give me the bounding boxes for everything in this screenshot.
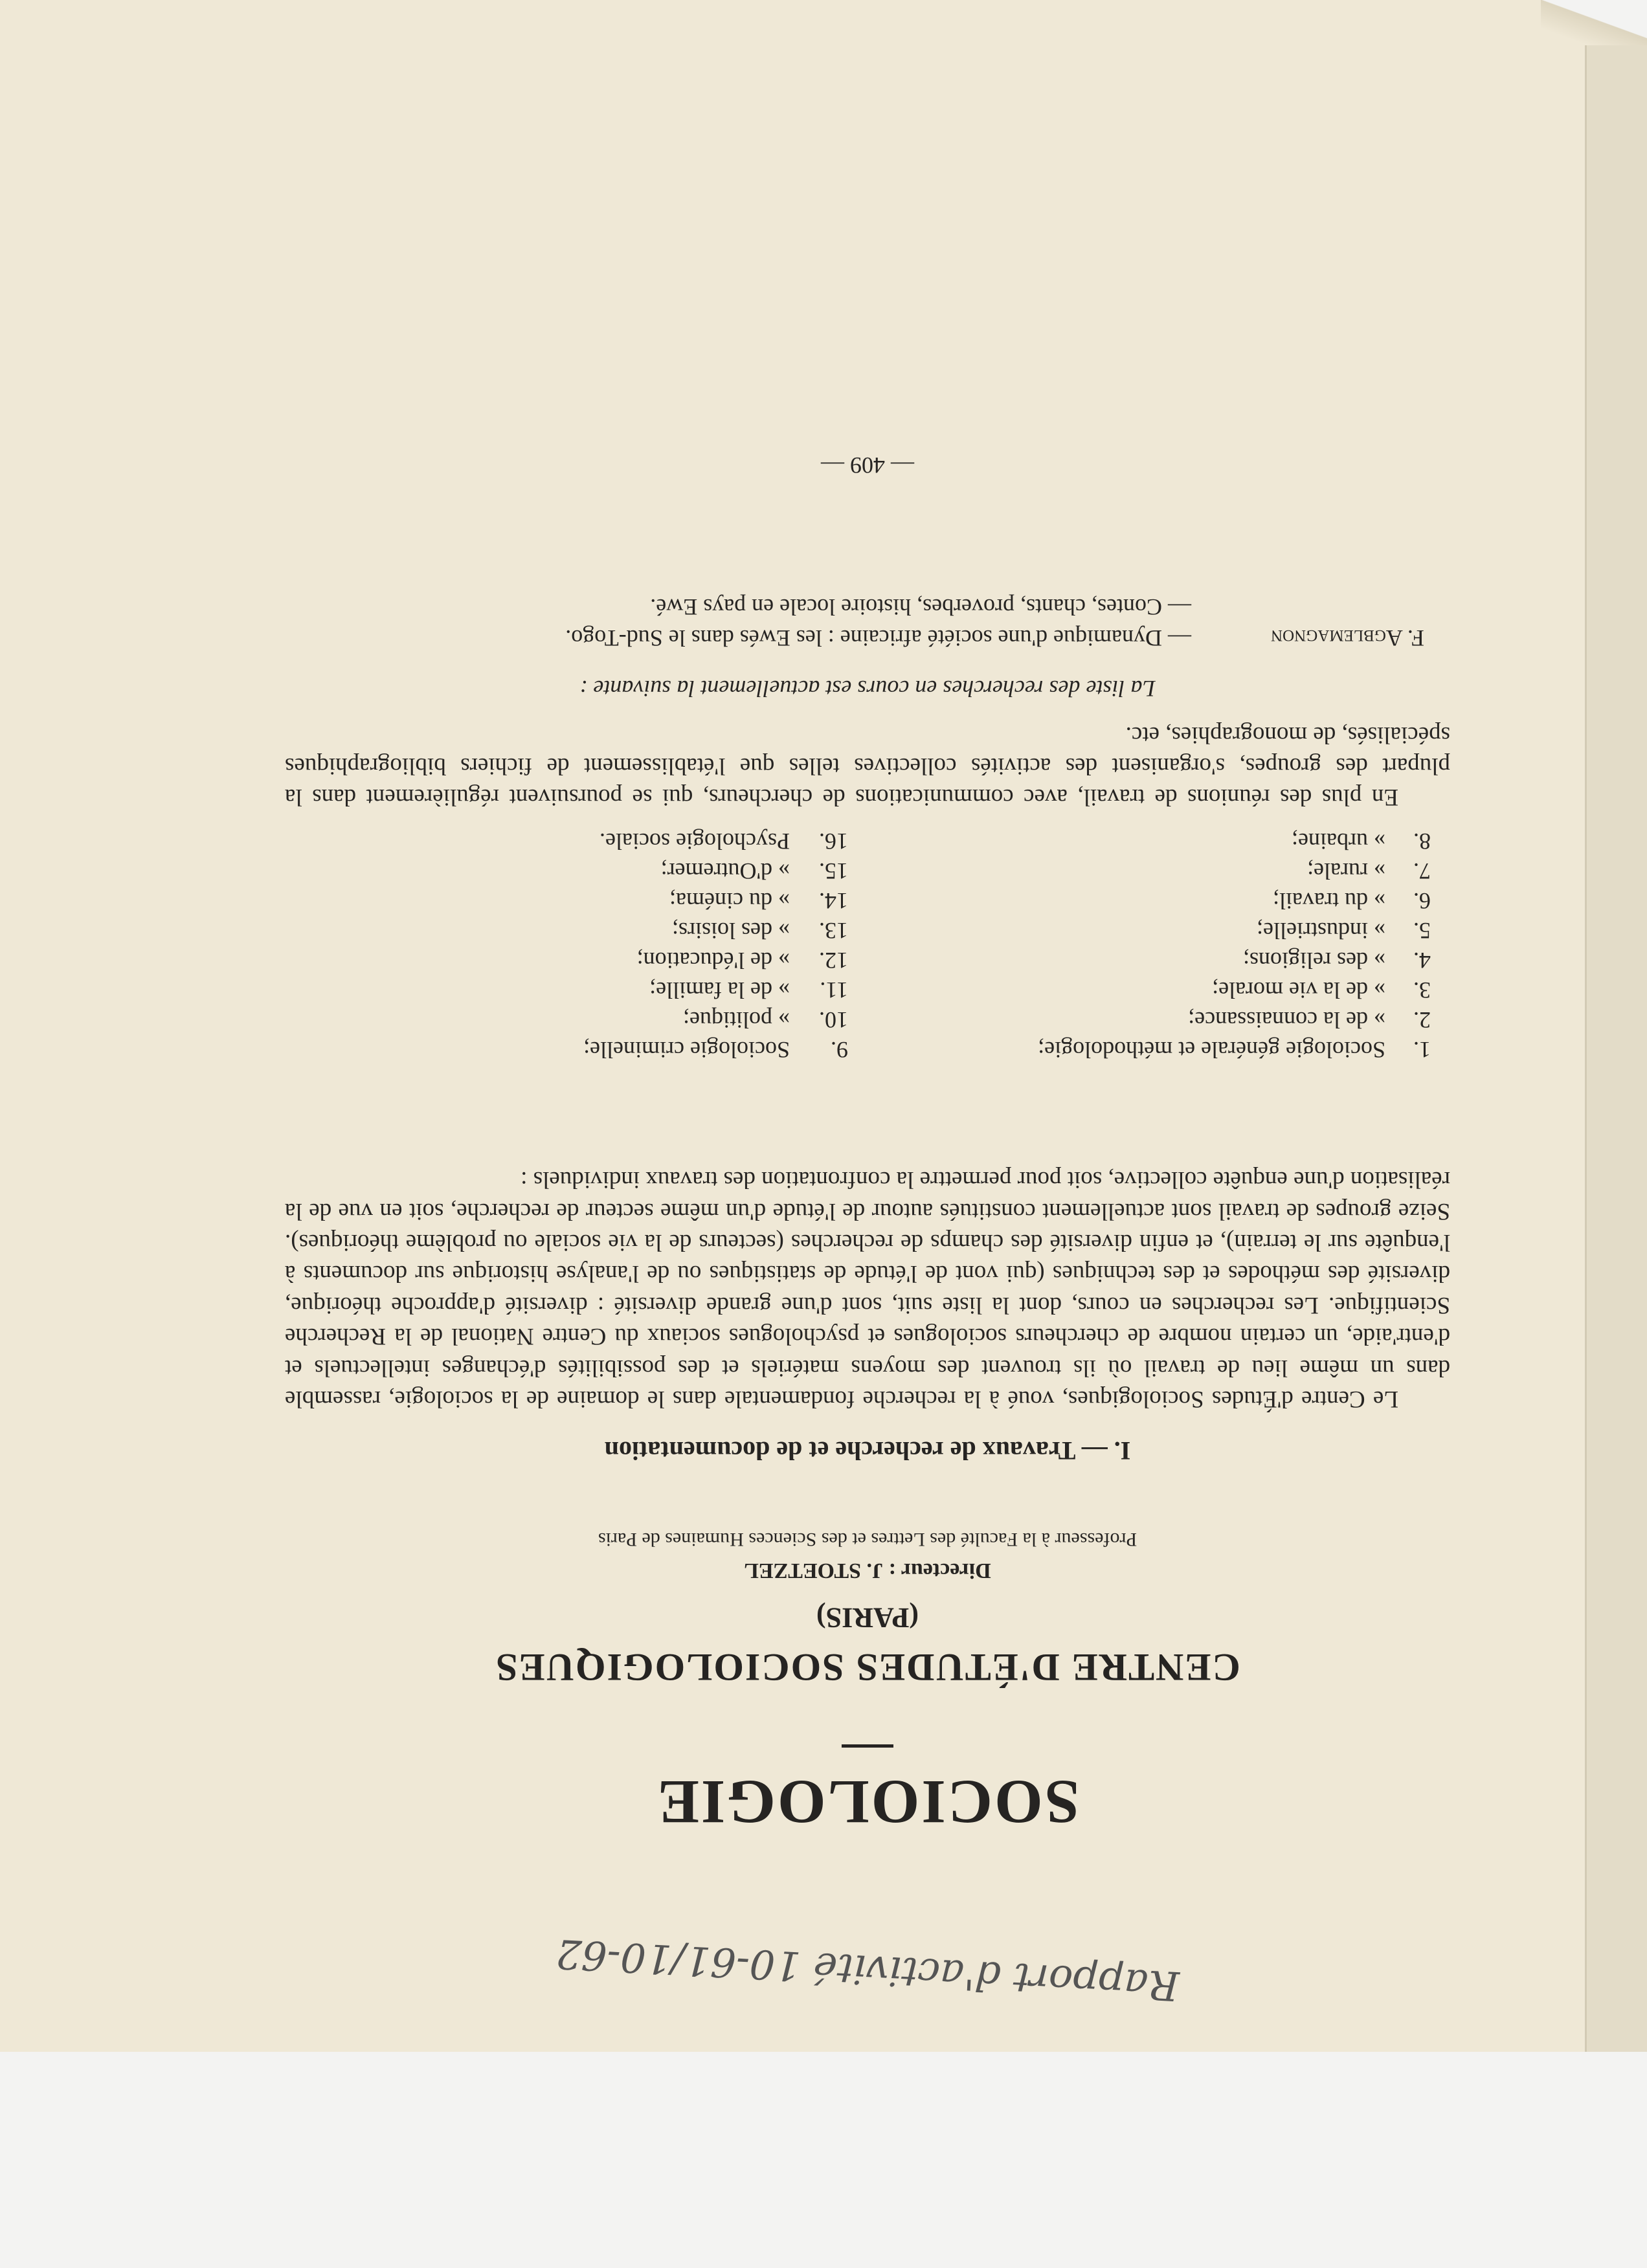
group-label: » de la vie morale; [1212, 977, 1385, 1003]
group-number: 8. [1413, 828, 1431, 854]
group-label: » rurale; [1307, 858, 1385, 884]
research-list-intro: La liste des recherches en cours est actuellement la suivante : [579, 676, 1156, 702]
title-rule [842, 1744, 893, 1748]
list-item [285, 975, 1450, 1005]
next-page-edge [1585, 0, 1647, 2052]
group-label: » d'Outremer; [660, 858, 790, 884]
section-title: SOCIOLOGIE [655, 1768, 1080, 1837]
group-number: 7. [1413, 858, 1431, 884]
group-label: » urbaine; [1292, 828, 1385, 854]
group-label: » du cinéma; [669, 888, 790, 914]
groups-list [285, 827, 1450, 1065]
group-number: 11. [820, 977, 848, 1003]
group-number: 9. [831, 1037, 848, 1063]
group-number: 3. [1413, 977, 1431, 1003]
group-number: 2. [1413, 1007, 1431, 1033]
group-number: 14. [819, 888, 848, 914]
meetings-paragraph: En plus des réunions de travail, avec communications de chercheurs, qui se poursuivent régulièrement dans la plupart des groupes, s'organisent des activités collectives telles que l'établissement de fichiers bibliographiques spécialisés, de monographies, etc. [285, 722, 1450, 810]
group-number: 12. [819, 948, 848, 973]
folded-corner [1541, 0, 1647, 45]
group-number: 5. [1413, 918, 1431, 944]
list-item [285, 946, 1450, 975]
list-item [285, 856, 1450, 886]
group-label: » de la connaissance; [1188, 1007, 1385, 1033]
group-number: 4. [1413, 948, 1431, 973]
page-number: — 409 — [821, 452, 914, 478]
list-item [285, 827, 1450, 856]
research-item: — Contes, chants, proverbes, histoire locale en pays Ewé. [650, 594, 1191, 620]
director-line: Directeur : J. STOETZEL [744, 1559, 991, 1583]
printed-page-upside-down [285, 233, 1450, 2019]
group-number: 16. [819, 828, 848, 854]
director-title: Professeur à la Faculté des Lettres et des Sciences Humaines de Paris [598, 1529, 1137, 1550]
intro-paragraph: Le Centre d'Études Sociologiques, voué à la recherche fondamentale dans le domaine de la sociologie, rassemble dans un même lieu de travail où ils trouvent des moyens matériels et des possibilités d'échanges intellectuels et d'entr'aide, un certain nombre de chercheurs sociologues et psychologues sociaux du Centre National de la Recherche Scientifique. Les recherches en cours, dont la liste suit, sont d'une grande diversité : diversité d'approche théorique, diversité des méthodes et des techniques (qui vont de l'étude de statistiques ou de l'analyse historique sur documents à l'enquête sur le terrain), et enfin diversité des champs de recherches (secteurs de la vie sociale ou problème théoriques). Seize groupes de travail sont actuellement constitués autour de l'étude d'un même secteur de recherche, soit en vue de la réalisation d'une enquête collective, soit pour permettre la confrontation des travaux individuels : [285, 1166, 1450, 1412]
group-label: Sociologie criminelle; [583, 1037, 790, 1063]
group-label: » industrielle; [1257, 918, 1385, 944]
group-label: » politique; [683, 1007, 790, 1033]
centre-city: (PARIS) [816, 1602, 919, 1634]
chapter-heading: I. — Travaux de recherche et de documentation [604, 1436, 1131, 1465]
group-label: Sociologie générale et méthodologie; [1038, 1037, 1385, 1063]
centre-title: CENTRE D'ÉTUDES SOCIOLOGIQUES [495, 1646, 1240, 1689]
group-number: 15. [819, 858, 848, 884]
research-items [285, 592, 1191, 654]
handwritten-annotation: Rapport d'activité 10-61/10-62 [554, 1929, 1181, 2010]
group-number: 10. [819, 1007, 848, 1033]
group-number: 1. [1413, 1037, 1431, 1063]
group-label: » de la famille; [649, 977, 790, 1003]
list-item [285, 916, 1450, 946]
group-label: Psychologie sociale. [599, 828, 790, 854]
group-label: » des religions; [1243, 948, 1385, 973]
group-label: » du travail; [1273, 888, 1385, 914]
list-item [285, 886, 1450, 916]
list-item [285, 1035, 1450, 1065]
group-number: 13. [819, 918, 848, 944]
research-item: — Dynamique d'une société africaine : les Ewés dans le Sud-Togo. [565, 625, 1191, 651]
researcher-name: F. Agblemagnon [1271, 625, 1424, 651]
group-label: » de l'éducation; [636, 948, 790, 973]
list-item [285, 1005, 1450, 1035]
group-number: 6. [1413, 888, 1431, 914]
group-label: » des loisirs; [671, 918, 790, 944]
